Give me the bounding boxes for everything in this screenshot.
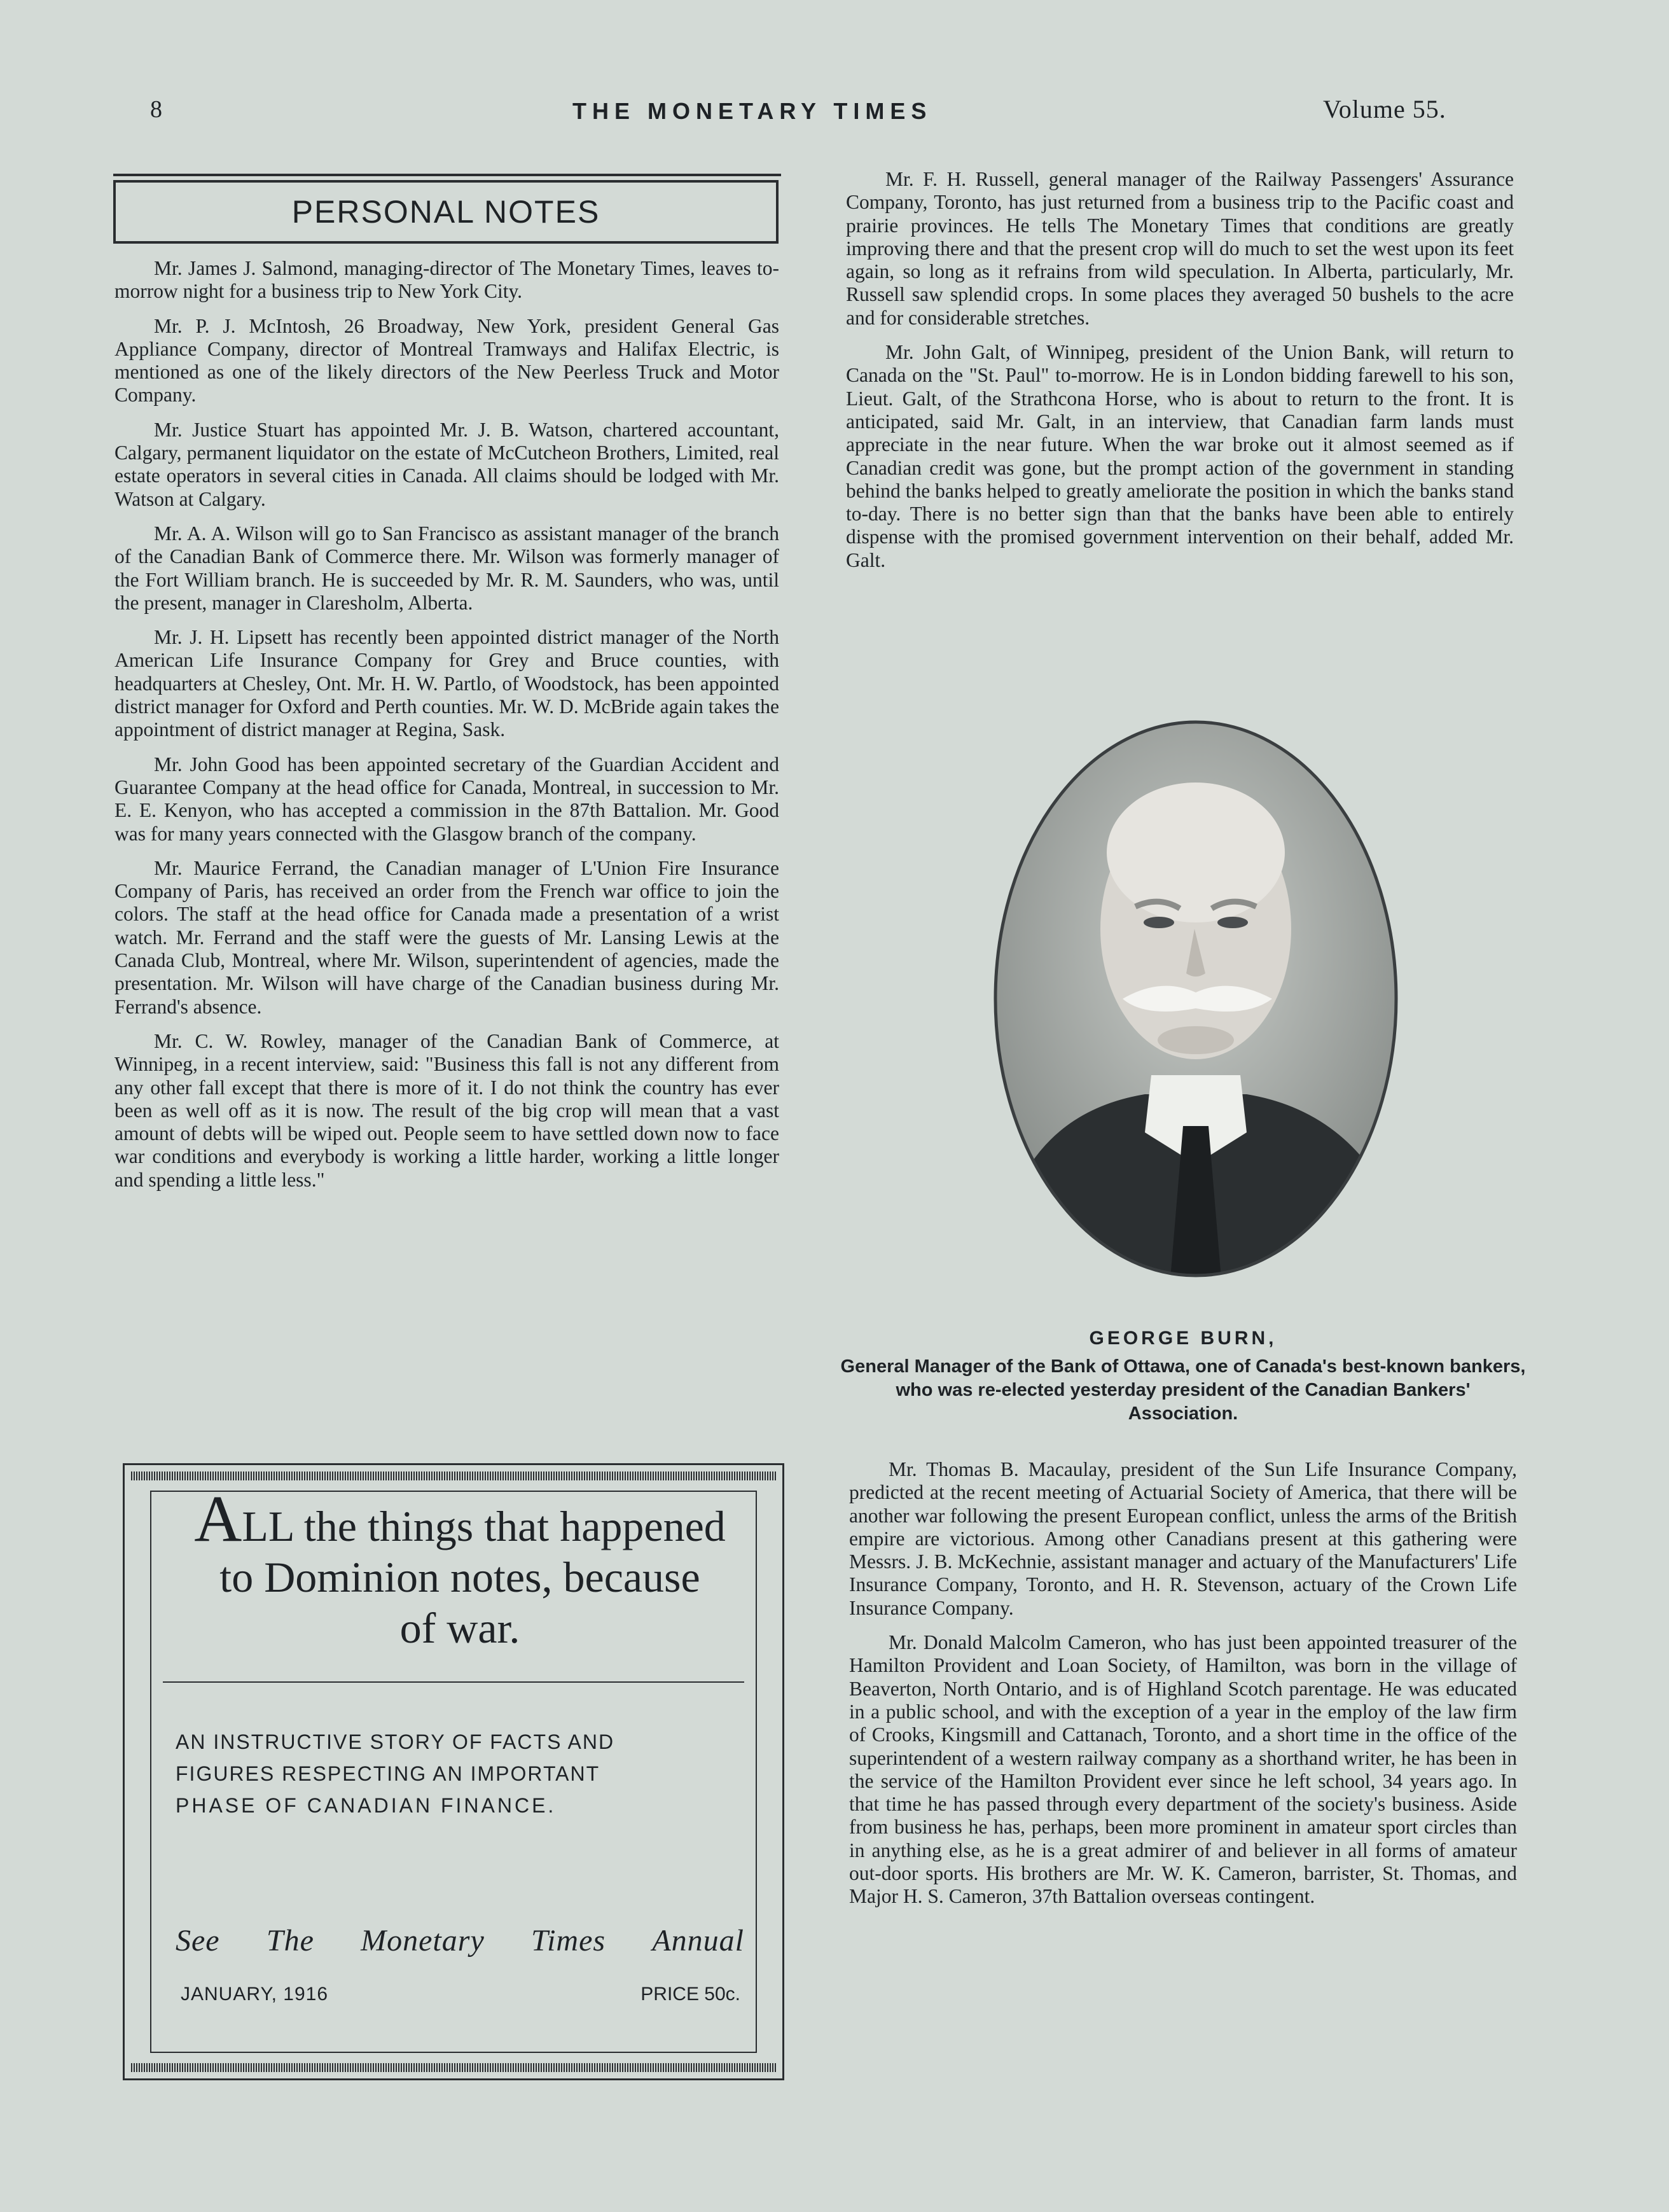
ad-see-annual xyxy=(176,1923,744,1958)
paragraph-macaulay: Mr. Thomas B. Macaulay, president of the Sun Life Insurance Company, predicted at the recent meeting of Actuarial Society of America, that there will be another war following the present European conflict, unless the arms of the British empire are victorious. Among other Canadians present at this gathering were Messrs. J. B. McKechnie, assistant manager and actuary of the Manufacturers' Life Insurance Company, Toronto, and H. R. Stevenson, actuary of the Crown Life Insurance Company. xyxy=(849,1458,1517,1619)
paragraph-salmond: Mr. James J. Salmond, managing-director of The Monetary Times, leaves to-morrow night for a business trip to New York City. xyxy=(114,257,779,303)
portrait-caption-text: General Manager of the Bank of Ottawa, one of Canada's best-known bankers, who was re-elected yesterday president of the Canadian Bankers' Association. xyxy=(840,1356,1526,1424)
ad-drop-cap: A xyxy=(194,1482,242,1555)
section-heading-text: PERSONAL NOTES xyxy=(291,194,600,230)
ad-see-word-2: The xyxy=(266,1924,314,1958)
ad-headline-line2: to Dominion notes, because xyxy=(219,1553,700,1601)
ad-divider xyxy=(163,1681,744,1683)
paragraph-mcintosh: Mr. P. J. McIntosh, 26 Broadway, New York, president General Gas Appliance Company, director of Montreal Tramways and Halifax Electric, is mentioned as one of the likely directors of the New Peerless Truck and Motor Company. xyxy=(114,314,779,407)
paragraph-russell: Mr. F. H. Russell, general manager of the Railway Passengers' Assurance Company, Toronto, has just returned from a business trip to the Pacific coast and prairie provinces. He tells The Monetary Times that conditions are greatly improving there and that the present crop will do much to set the west upon its feet again, so long as it refrains from wild speculation. In Alberta, particularly, Mr. Russell saw splendid crops. In some places they averaged 50 bushels to the acre and for considerable stretches. xyxy=(846,168,1514,329)
portrait-photo xyxy=(992,719,1399,1279)
ad-see-word-4: Times xyxy=(531,1924,606,1958)
right-column-top xyxy=(846,168,1514,583)
ad-subtext-line2: FIGURES RESPECTING AN IMPORTANT xyxy=(176,1762,600,1785)
volume-label: Volume 55. xyxy=(1323,95,1446,123)
left-column xyxy=(114,257,779,1203)
ad-headline-line3: of war. xyxy=(399,1604,520,1652)
ad-bottom-rule xyxy=(131,2063,776,2072)
portrait-caption xyxy=(840,1326,1527,1426)
paragraph-ferrand: Mr. Maurice Ferrand, the Canadian manager of L'Union Fire Insurance Company of Paris, has received an order from the French war office to join the colors. The staff at the head office for Canada made a presentation of a wrist watch. Mr. Ferrand and the staff were the guests of Mr. Lansing Lewis at the Canada Club, Montreal, where Mr. Wilson, superintendent of agencies, made the presentation. Mr. Wilson will have charge of the Canadian business during Mr. Ferrand's absence. xyxy=(114,856,779,1018)
paragraph-cameron: Mr. Donald Malcolm Cameron, who has just been appointed treasurer of the Hamilton Provident and Loan Society, of Hamilton, was born in the village of Beaverton, North Ontario, and is of Highland Scotch parentage. He was educated in a public school, and with the exception of a year in the employ of the law firm of Crooks, Kingsmill and Cattanach, Toronto, and a short time in the office of the superintendent of a western railway company as a shorthand writer, he has been in the service of the Hamilton Provident ever since he left school, 34 years ago. In that time he has passed through every department of the society's business. Aside from business he has, perhaps, been more prominent in amateur sport circles than in anything else, as he is a great admirer of and believer in all forms of amateur out-door sports. His brothers are Mr. W. K. Cameron, barrister, St. Thomas, and Major H. S. Cameron, 37th Battalion overseas contingent. xyxy=(849,1631,1517,1908)
paragraph-good: Mr. John Good has been appointed secretary of the Guardian Accident and Guarantee Company at the head office for Canada, Montreal, in succession to Mr. E. E. Kenyon, who has accepted a commission in the 87th Battalion. Mr. Good was for many years connected with the Glasgow branch of the company. xyxy=(114,753,779,845)
ad-subtext xyxy=(176,1726,744,1821)
paragraph-lipsett: Mr. J. H. Lipsett has recently been appointed district manager of the North American Life Insurance Company for Grey and Bruce counties, with headquarters at Chesley, Ont. Mr. H. W. Partlo, of Woodstock, has been appointed district manager for Oxford and Perth counties. Mr. W. D. McBride again takes the appointment of district manager at Regina, Sask. xyxy=(114,626,779,741)
ad-see-word-5: Annual xyxy=(652,1924,744,1958)
advertisement-box xyxy=(123,1463,784,2080)
ad-headline-line1: LL the things that happened xyxy=(242,1502,726,1550)
right-column-bottom xyxy=(849,1458,1517,1920)
ad-headline xyxy=(156,1482,763,1653)
paragraph-stuart: Mr. Justice Stuart has appointed Mr. J. B. Watson, chartered accountant, Calgary, permanent liquidator on the estate of McCutcheon Brothers, Limited, real estate operators in several cities in Canada. All claims should be lodged with Mr. Watson at Calgary. xyxy=(114,418,779,510)
ad-see-word-1: See xyxy=(176,1924,220,1958)
ad-subtext-line3: PHASE OF CANADIAN FINANCE. xyxy=(176,1794,557,1817)
section-heading xyxy=(113,180,779,244)
paragraph-rowley: Mr. C. W. Rowley, manager of the Canadian Bank of Commerce, at Winnipeg, in a recent interview, said: "Business this fall is not any different from any other fall except that there is more of it. I do not think the country has ever been as well off as it is now. The result of the big crop will mean that a vast amount of debts will be wiped out. People seem to have settled down now to face war conditions and everybody is working a little harder, working a little longer and spending a little less." xyxy=(114,1029,779,1191)
paragraph-wilson: Mr. A. A. Wilson will go to San Francisco as assistant manager of the branch of the Canadian Bank of Commerce there. Mr. Wilson was formerly manager of the Fort William branch. He is succeeded by Mr. R. M. Saunders, who was, until the present, manager in Claresholm, Alberta. xyxy=(114,522,779,614)
ad-subtext-line1: AN INSTRUCTIVE STORY OF FACTS AND xyxy=(176,1730,615,1753)
page-number: 8 xyxy=(150,96,163,123)
publication-title: THE MONETARY TIMES xyxy=(572,98,932,124)
ad-top-rule xyxy=(131,1471,776,1480)
paragraph-galt: Mr. John Galt, of Winnipeg, president of the Union Bank, will return to Canada on the "St. Paul" to-morrow. He is in London bidding farewell to his son, Lieut. Galt, of the Strathcona Horse, who is about to return to the front. It is anticipated, said Mr. Galt, in an interview, that Canadian farm lands must appreciate in the near future. When the war broke out it almost seemed as if Canadian credit was gone, but the prompt action of the government in standing behind the banks helped to greatly ameliorate the position in which the banks stand to-day. There is no better sign than that the banks have been able to entirely dispense with the promised government intervention on their behalf, added Mr. Galt. xyxy=(846,341,1514,571)
ad-date: JANUARY, 1916 xyxy=(181,1984,329,2005)
ad-see-word-3: Monetary xyxy=(361,1924,485,1958)
portrait-name: GEORGE BURN, xyxy=(1089,1328,1277,1349)
ad-price: PRICE 50c. xyxy=(641,1984,740,2005)
